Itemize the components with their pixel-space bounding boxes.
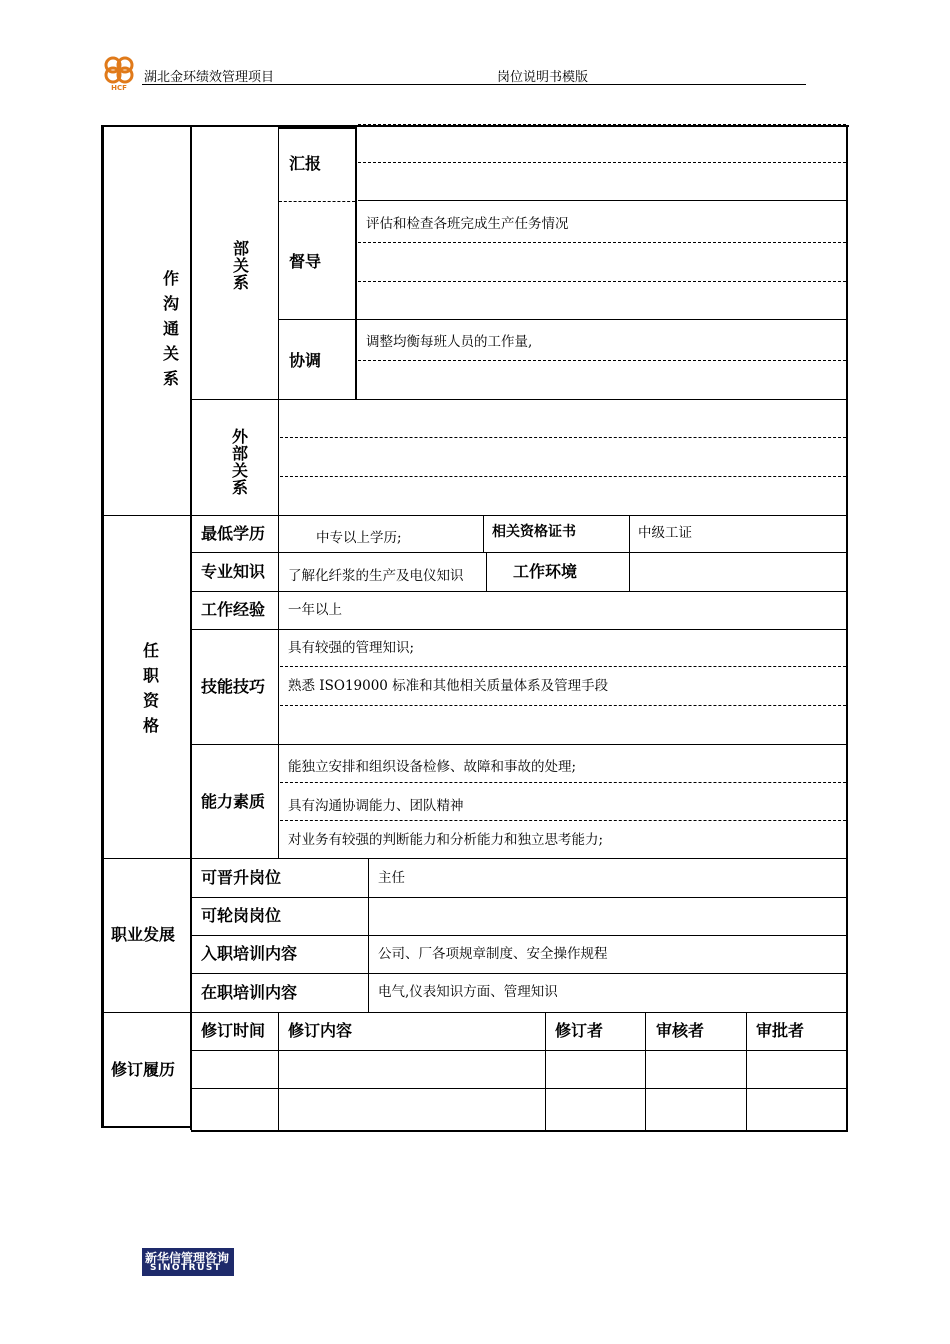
header-project-title: 湖北金环绩效管理项目 xyxy=(144,70,275,85)
certificate-value: 中级工证 xyxy=(638,525,692,541)
coordinate-label: 协调 xyxy=(289,351,322,370)
coordinate-text: 调整均衡每班人员的工作量, xyxy=(366,334,533,350)
inservice-training-label: 在职培训内容 xyxy=(201,983,298,1002)
education-label: 最低学历 xyxy=(201,524,266,543)
knowledge-value: 了解化纤浆的生产及电仪知识 xyxy=(288,568,464,584)
revision-col-content: 修订内容 xyxy=(288,1021,353,1040)
promotion-label: 可晋升岗位 xyxy=(201,868,282,887)
onboard-training-label: 入职培训内容 xyxy=(201,944,298,963)
ability-item: 能独立安排和组织设备检修、故障和事故的处理; xyxy=(288,759,577,775)
rotation-label: 可轮岗岗位 xyxy=(201,906,282,925)
career-section-label: 职业发展 xyxy=(111,925,176,944)
revision-col-time: 修订时间 xyxy=(201,1021,266,1040)
communication-section-label: 作 沟 通 关 系 xyxy=(162,269,179,388)
skill-item: 熟悉 ISO19000 标准和其他相关质量体系及管理手段 xyxy=(288,678,609,694)
logo-text: HCF xyxy=(111,84,127,92)
skills-label: 技能技巧 xyxy=(201,677,266,696)
environment-label: 工作环境 xyxy=(513,562,578,581)
ability-item: 具有沟通协调能力、团队精神 xyxy=(288,798,464,814)
consultancy-logo xyxy=(142,1248,234,1276)
ability-item: 对业务有较强的判断能力和分析能力和独立思考能力; xyxy=(288,832,604,848)
consultancy-logo-en: SINOTRUST xyxy=(150,1263,222,1273)
supervise-text: 评估和检查各班完成生产任务情况 xyxy=(366,216,569,232)
revision-section-label: 修订履历 xyxy=(111,1060,176,1079)
revision-col-reviewer: 审核者 xyxy=(656,1021,705,1040)
consultancy-logo-cn: 新华信管理咨询 xyxy=(145,1251,230,1265)
internal-relations-label: 部 关 系 xyxy=(232,239,249,292)
inservice-training-value: 电气,仪表知识方面、管理知识 xyxy=(378,984,558,1000)
supervise-label: 督导 xyxy=(289,252,322,271)
education-value: 中专以上学历; xyxy=(316,530,402,546)
skill-item: 具有较强的管理知识; xyxy=(288,640,415,656)
revision-col-approver: 审批者 xyxy=(756,1021,805,1040)
external-relations-label: 外 部 关 系 xyxy=(231,427,248,497)
report-label: 汇报 xyxy=(289,154,322,173)
knowledge-label: 专业知识 xyxy=(201,562,266,581)
header-document-title: 岗位说明书模版 xyxy=(497,70,589,85)
revision-col-reviser: 修订者 xyxy=(555,1021,604,1040)
certificate-label: 相关资格证书 xyxy=(492,524,576,540)
experience-label: 工作经验 xyxy=(201,600,266,619)
ability-label: 能力素质 xyxy=(201,792,266,811)
qualification-section-label: 任 职 资 格 xyxy=(142,641,159,735)
onboard-training-value: 公司、厂各项规章制度、安全操作规程 xyxy=(378,946,608,962)
promotion-value: 主任 xyxy=(378,870,405,886)
experience-value: 一年以上 xyxy=(288,602,342,618)
